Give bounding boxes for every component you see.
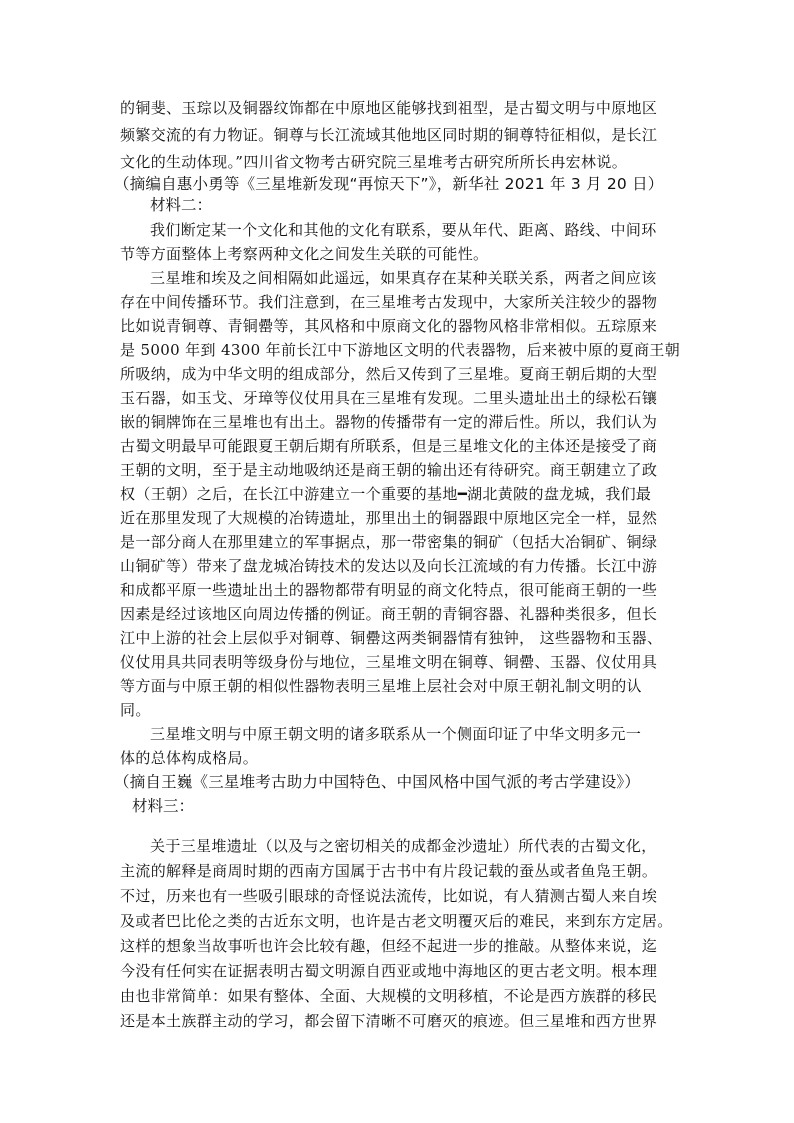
section-heading: 材料三： (132, 797, 195, 815)
text-line: 不过，历来也有一些吸引眼球的奇怪说法流传，比如说，有人猜测古蜀人来自埃 (120, 887, 658, 905)
text-line: 由也非常简单：如果有整体、全面、大规模的文明移植，不论是西方族群的移民 (120, 987, 658, 1005)
text-line: 今没有任何实在证据表明古蜀文明源自西亚或地中海地区的更古老文明。根本理 (120, 962, 658, 980)
text-line: 还是本土族群主动的学习，都会留下清晰不可磨灭的痕迹。但三星堆和西方世界 (120, 1012, 658, 1030)
text-line: 主流的解释是商周时期的西南方国属于古书中有片段记载的蚕丛或者鱼凫王朝。 (120, 862, 658, 880)
text-line: 因素是经过该地区向周边传播的例证。商王朝的青铜容器、礼器种类很多，但长 (120, 605, 658, 623)
text-line: 我们断定某一个文化和其他的文化有联系，要从年代、距离、路线、中间环 (150, 221, 657, 239)
text-line: 节等方面整体上考察两种文化之间发生关联的可能性。 (120, 245, 489, 263)
text-line: 权（王朝）之后，在长江中游建立一个重要的基地━湖北黄陂的盘龙城，我们最 (120, 485, 652, 503)
text-line: 关于三星堆遗址（以及与之密切相关的成都金沙遗址）所代表的古蜀文化， (150, 837, 657, 855)
source-citation: （摘编自惠小勇等《三星堆新发现“再惊天下”》，新华社 2021 年 3 月 20 日） (114, 175, 664, 193)
text-line: 比如说青铜尊、青铜罍等，其风格和中原商文化的器物风格非常相似。五琮原来 (120, 317, 658, 335)
source-citation: （摘自王巍《三星堆考古助力中国特色、中国风格中国气派的考古学建设》） (114, 773, 641, 791)
text-line: 及或者巴比伦之类的古近东文明，也许是古老文明覆灭后的难民，来到东方定居。 (120, 912, 673, 930)
text-line: 体的总体构成格局。 (120, 749, 259, 767)
text-line: 这样的想象当故事听也许会比较有趣，但经不起进一步的推敲。从整体来说，迄 (120, 937, 658, 955)
text-line: 同。 (120, 701, 151, 719)
text-line: 和成都平原一些遗址出土的器物都带有明显的商文化特点，很可能商王朝的一些 (120, 581, 658, 599)
text-line: 山铜矿等）带来了盘龙城冶铸技术的发达以及向长江流域的有力传播。长江中游 (120, 557, 658, 575)
text-line: 是 5000 年到 4300 年前长江中下游地区文明的代表器物，后来被中原的夏商王朝 (120, 341, 681, 359)
text-line: 江中上游的社会上层似乎对铜尊、铜罍这两类铜器情有独钟， 这些器物和玉器、 (120, 629, 663, 647)
text-line: 是一部分商人在那里建立的军事据点，那一带密集的铜矿（包括大冶铜矿、铜绿 (120, 533, 658, 551)
text-line: 嵌的铜牌饰在三星堆也有出土。器物的传播带有一定的滞后性。所以，我们认为 (120, 413, 658, 431)
text-line: 古蜀文明最早可能跟夏王朝后期有所联系，但是三星堆文化的主体还是接受了商 (120, 437, 658, 455)
text-line: 所吸纳，成为中华文明的组成部分，然后又传到了三星堆。夏商王朝后期的大型 (120, 365, 658, 383)
text-line: 文化的生动体现。”四川省文物考古研究院三星堆考古研究所所长冉宏林说。 (120, 153, 628, 171)
text-line: 频繁交流的有力物证。铜尊与长江流域其他地区同时期的铜尊特征相似，是长江 (120, 126, 658, 144)
text-line: 三星堆文明与中原王朝文明的诸多联系从一个侧面印证了中华文明多元一 (150, 725, 642, 743)
text-line: 仪仗用具共同表明等级身份与地位，三星堆文明在铜尊、铜罍、玉器、仪仗用具 (120, 653, 658, 671)
text-line: 等方面与中原王朝的相似性器物表明三星堆上层社会对中原王朝礼制文明的认 (120, 677, 642, 695)
text-line: 存在中间传播环节。我们注意到，在三星堆考古发现中，大家所关注较少的器物 (120, 293, 658, 311)
text-line: 玉石器，如玉戈、牙璋等仪仗用具在三星堆有发现。二里头遗址出土的绿松石镶 (120, 389, 658, 407)
section-heading: 材料二： (150, 196, 213, 214)
text-line: 三星堆和埃及之间相隔如此遥远，如果真存在某种关联关系，两者之间应该 (150, 269, 657, 287)
text-line: 王朝的文明，至于是主动地吸纳还是商王朝的输出还有待研究。商王朝建立了政 (120, 461, 658, 479)
text-line: 近在那里发现了大规模的冶铸遗址，那里出土的铜器跟中原地区完全一样，显然 (120, 509, 658, 527)
text-line: 的铜斐、玉琮以及铜器纹饰都在中原地区能够找到祖型，是古蜀文明与中原地区 (120, 99, 658, 117)
